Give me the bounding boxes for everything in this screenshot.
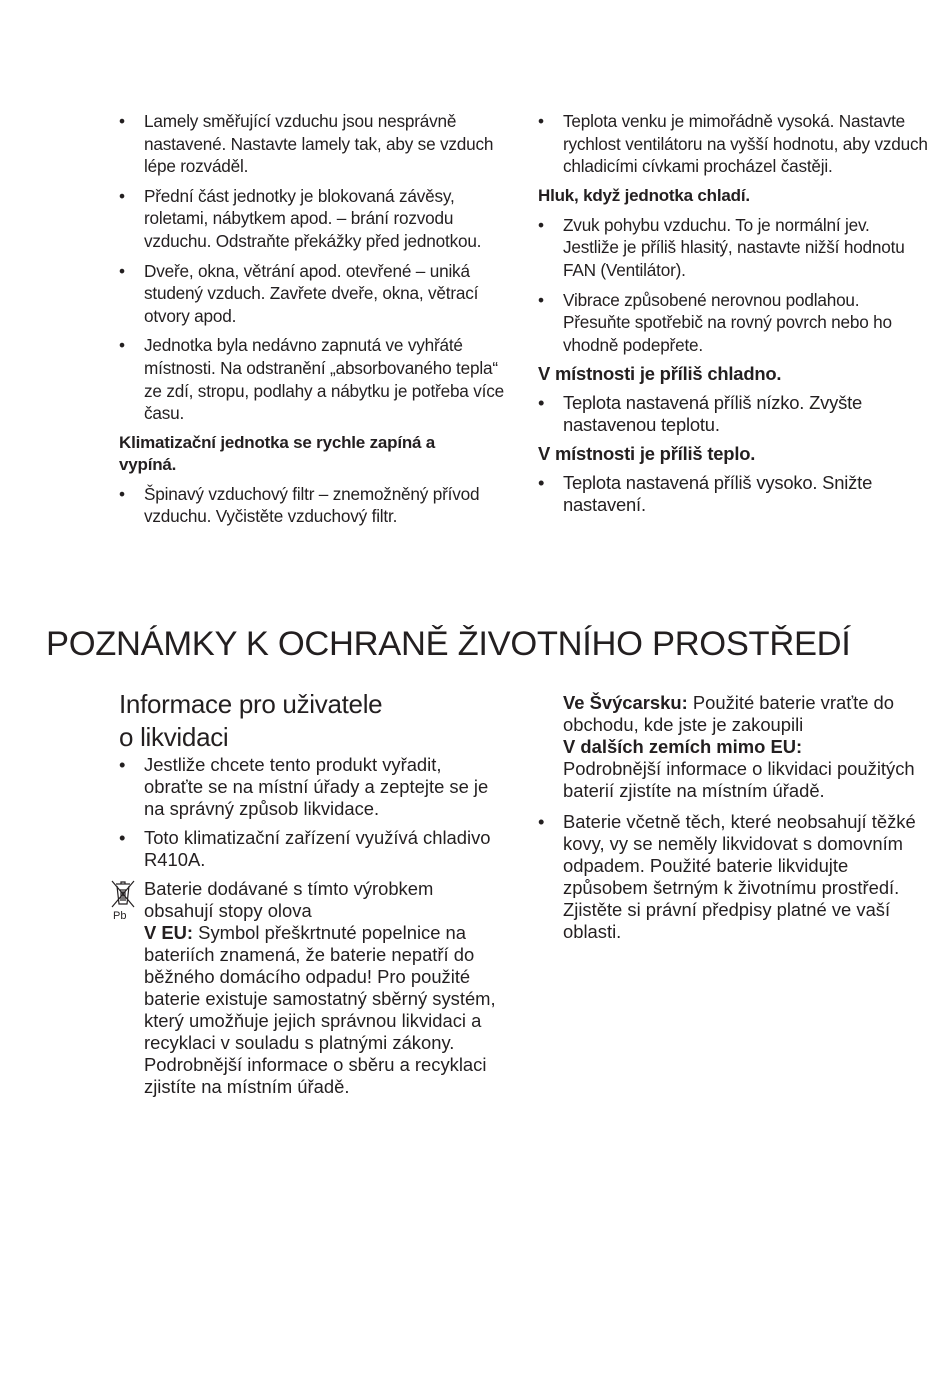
bullet-list <box>538 472 928 516</box>
other-countries-label <box>563 736 928 758</box>
list-item: • Jestliže chcete tento produkt vyřadit, obraťte se na místní úřady a zeptejte se je na správný způsob likvidace. <box>119 754 504 820</box>
environment-left-column <box>113 688 504 1098</box>
bullet-list <box>119 754 504 871</box>
list-item: • Přední část jednotky je blokovaná závěsy, roletami, nábytkem apod. – brání rozvodu vzduchu. Odstraňte překážky před jednotkou. <box>119 185 509 253</box>
list-item: • Teplota nastavená příliš vysoko. Snižte nastavení. <box>538 472 928 516</box>
section-heading: V místnosti je příliš chladno. <box>538 363 782 385</box>
disposal-info <box>538 692 928 802</box>
swiss-text: Použité baterie vraťte do obchodu, kde jste je zakoupili <box>563 692 894 735</box>
list-item: • Lamely směřující vzduchu jsou nesprávně nastavené. Nastavte lamely tak, aby se vzduch lépe rozváděl. <box>119 110 509 178</box>
section-heading: Hluk, když jednotka chladí. <box>538 185 750 205</box>
crossed-out-bin-icon <box>109 878 137 922</box>
subtitle <box>119 688 504 754</box>
pb-label: Pb <box>113 910 127 922</box>
list-item: • Zvuk pohybu vzduchu. To je normální jev. Jestliže je příliš hlasitý, nastavte nižší hodnotu FAN (Ventilátor). <box>538 214 928 282</box>
other-label: V dalších zemích mimo EU: <box>563 736 803 757</box>
eu-text: Symbol přeškrtnuté popelnice na bateriích znamená, že baterie nepatří do běžného domácího odpadu! Pro použité baterie existuje samostatný sběrný systém, který umožňuje jejich správnou likvidaci a recyklaci v souladu s platnými zákony. Podrobnější informace o sběru a recyklaci zjistíte na místním úřadě. <box>144 922 496 1097</box>
bullet-list <box>538 392 928 436</box>
eu-label: V EU: <box>144 922 194 943</box>
subtitle-line-2: o likvidaci <box>119 722 229 752</box>
environment-right-column <box>538 692 928 950</box>
list-item: • Vibrace způsobené nerovnou podlahou. Přesuňte spotřebič na rovný povrch nebo ho vhodně podepřete. <box>538 289 928 357</box>
section-heading: V místnosti je příliš teplo. <box>538 443 756 465</box>
other-countries-text: Podrobnější informace o likvidaci použitých baterií zjistíte na místním úřadě. <box>563 758 915 801</box>
bullet-list <box>538 811 928 943</box>
swiss-label: Ve Švýcarsku: <box>563 692 688 713</box>
bullet-list <box>119 483 509 528</box>
section-heading: Klimatizační jednotka se rychle zapíná a vypíná. <box>119 432 436 474</box>
list-item: • Jednotka byla nedávno zapnutá ve vyhřáté místnosti. Na odstranění „absorbovaného tepla“ ze zdí, stropu, podlahy a nábytku je potřeba více času. <box>119 334 509 424</box>
battery-intro: Baterie dodávané s tímto výrobkem obsahují stopy olova <box>144 878 434 921</box>
battery-notice <box>113 878 504 1098</box>
bullet-list <box>538 110 928 178</box>
list-item: • Teplota venku je mimořádně vysoká. Nastavte rychlost ventilátoru na vyšší hodnotu, aby vzduch chladicími cívkami procházel častěji. <box>538 110 928 178</box>
swiss-paragraph <box>563 692 928 736</box>
page-title: POZNÁMKY K OCHRANĚ ŽIVOTNÍHO PROSTŘEDÍ <box>46 625 851 663</box>
list-item: • Špinavý vzduchový filtr – znemožněný přívod vzduchu. Vyčistěte vzduchový filtr. <box>119 483 509 528</box>
bullet-list <box>538 214 928 357</box>
troubleshooting-right-column <box>538 110 928 523</box>
bullet-list <box>119 110 509 425</box>
list-item: • Dveře, okna, větrání apod. otevřené – uniká studený vzduch. Zavřete dveře, okna, větrací otvory apod. <box>119 260 509 328</box>
battery-eu-paragraph <box>144 922 504 1098</box>
list-item: • Baterie včetně těch, které neobsahují těžké kovy, vy se neměly likvidovat s domovním odpadem. Použité baterie likvidujte způsobem šetrným k životnímu prostředí. Zjistěte si právní předpisy platné ve vaší oblasti. <box>538 811 928 943</box>
list-item: • Toto klimatizační zařízení využívá chladivo R410A. <box>119 827 504 871</box>
list-item: • Teplota nastavená příliš nízko. Zvyšte nastavenou teplotu. <box>538 392 928 436</box>
subtitle-line-1: Informace pro uživatele <box>119 689 383 719</box>
troubleshooting-left-column <box>119 110 509 535</box>
